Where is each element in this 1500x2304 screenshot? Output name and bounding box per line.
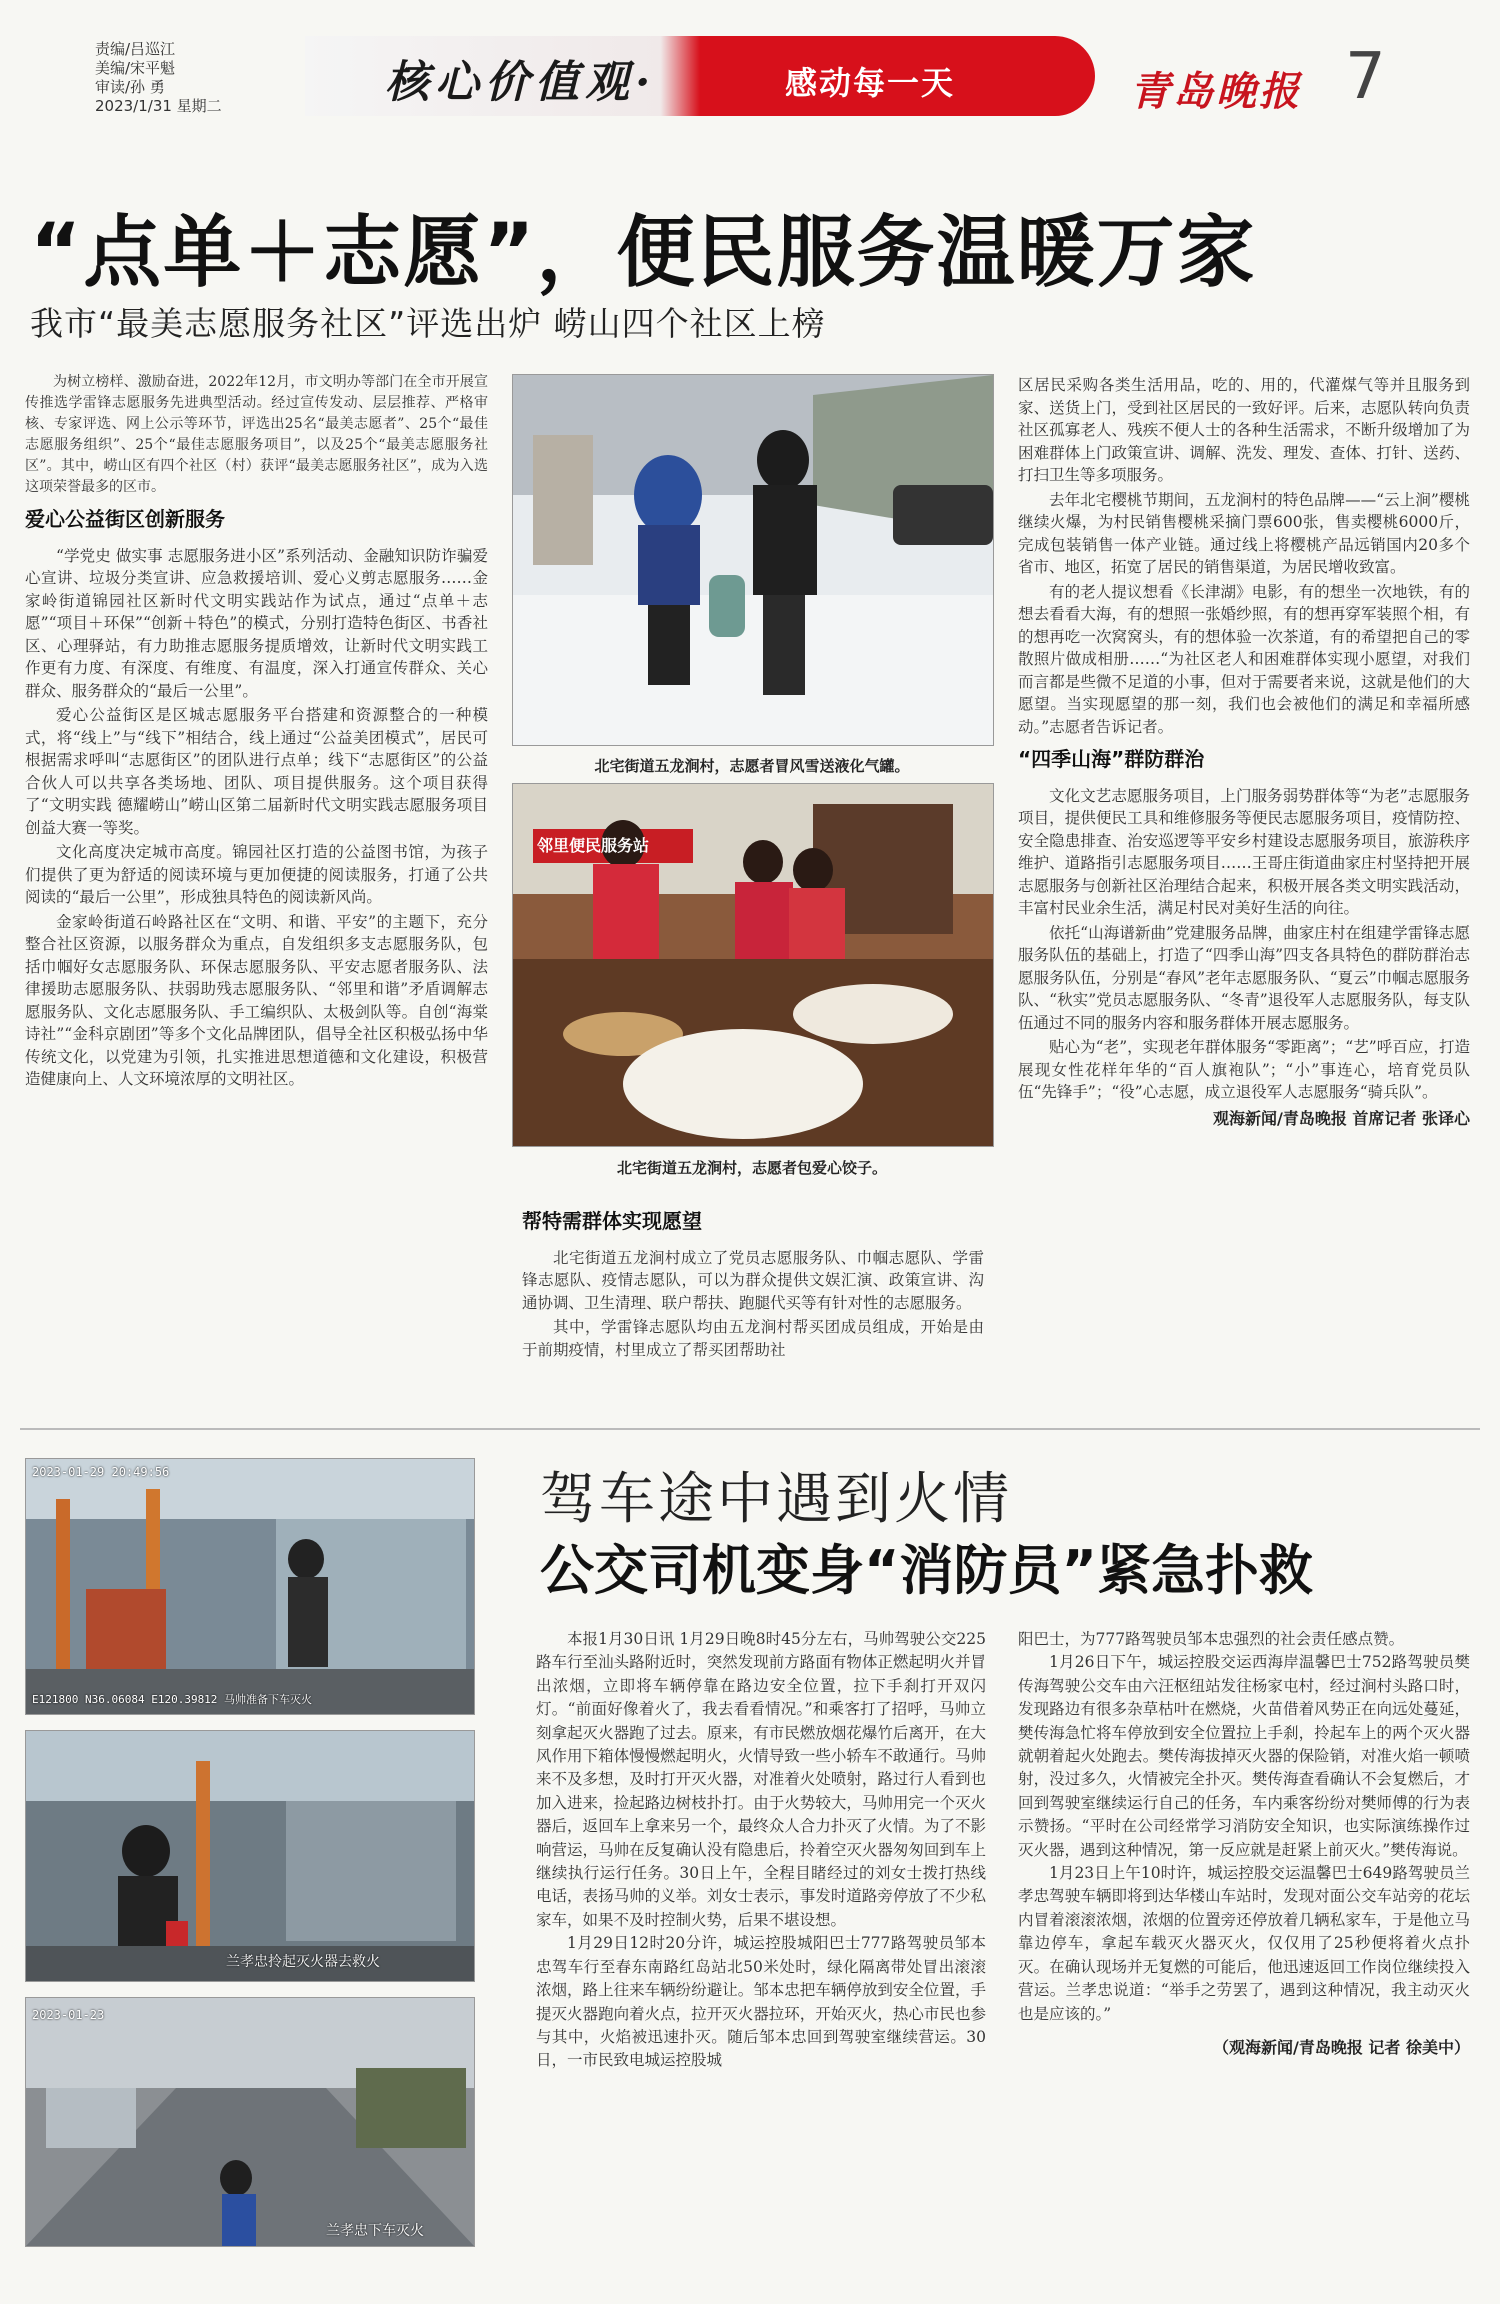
section1-paragraph: 爱心公益街区是区城志愿服务平台搭建和资源整合的一种模式，将“线上”与“线下”相结合，线上通过“公益美团模式”，居民可根据需求呼叫“志愿街区”的团队进行点单；线下“志愿街区”的公益合伙人可以共享各类场地、团队、项目提供服务。这个项目获得了“文明实践 德耀崂山”崂山区第二届新时代文明实践志愿服务项目创益大赛一等奖。 bbox=[25, 706, 488, 837]
bus-interior-illustration-2 bbox=[26, 1731, 474, 1981]
photo2-overlay: 兰孝忠拎起灭火器去救火 bbox=[226, 1954, 380, 1970]
article2-paragraph: 1月26日下午，城运控股交运西海岸温馨巴士752路驾驶员樊传海驾驶公交车由六汪枢纽站发往杨家屯村，经过涧村头路口时，发现路边有很多杂草枯叶在燃烧，火苗借着风势正在向远处蔓延，樊传海急忙将车停放到安全位置拉上手刹，拎起车上的两个灭火器就朝着起火处跑去。樊传海拔掉灭火器的保险销，对准火焰一顿喷射，没过多久，火情被完全扑灭。樊传海查看确认不会复燃后，才回到驾驶室继续运行自己的任务，车内乘客纷纷对樊师傅的行为表示赞扬。“平时在公司经常学习消防安全知识，也实际演练操作过灭火器，遇到这种情况，第一反应就是赶紧上前灭火。”樊传海说。 bbox=[1018, 1653, 1470, 1859]
article1-intro: 为树立榜样、激励奋进，2022年12月，市文明办等部门在全市开展宣传推选学雷锋志愿服务先进典型活动。经过宣传发动、层层推荐、严格审核、专家评选、网上公示等环节，评选出25名“最美志愿者”、25个“最佳志愿服务组织”、25个“最佳志愿服务项目”，以及25个“最美志愿服务社区”。其中，崂山区有四个社区（村）获评“最美志愿服务社区”，成为入选这项荣誉最多的区市。 bbox=[25, 374, 488, 495]
article1-right-column bbox=[1018, 374, 1470, 1130]
section2-paragraph: 其中，学雷锋志愿队均由五龙涧村帮买团成员组成，开始是由于前期疫情，村里成立了帮买团帮助社 bbox=[522, 1318, 984, 1359]
article1-middle-text bbox=[522, 1200, 984, 1363]
road-scene-illustration bbox=[26, 1998, 474, 2246]
section1-paragraph: 金家岭街道石岭路社区在“文明、和谐、平安”的主题下，充分整合社区资源，以服务群众为重点，自发组织多支志愿服务队，包括巾帼好女志愿服务队、环保志愿服务队、平安志愿者服务队、法律援助志愿服务队、扶弱助残志愿服务队、“邻里和谐”矛盾调解志愿服务队、文化志愿服务队、手工编织队、太极剑队等。自创“海棠诗社”“金科京剧团”等多个文化品牌团队，倡导全社区积极弘扬中华传统文化，以党建为引领，扎实推进思想道德和文化建设，积极营造健康向上、人文环境浓厚的文明社区。 bbox=[25, 912, 488, 1088]
photo3-overlay: 兰孝忠下车灭火 bbox=[326, 2223, 424, 2239]
right-paragraph: 区居民采购各类生活用品，吃的、用的，代灌煤气等并且服务到家、送货上门，受到社区居民的一致好评。后来，志愿队转向负责社区孤寡老人、残疾不便人士的各种生活需求，不断升级增加了为困难群体上门政策宣讲、调解、洗发、理发、查体、打针、送药、打扫卫生等多项服务。 bbox=[1018, 376, 1470, 484]
right-paragraph: 有的老人提议想看《长津湖》电影，有的想坐一次地铁，有的想去看看大海，有的想照一张婚纱照，有的想再穿军装照个相，有的想再吃一次窝窝头，有的想体验一次茶道，有的希望把自己的零散照片做成相册……“为社区老人和困难群体实现小愿望，对我们而言都是些微不足道的小事，但对于需要者来说，这就是他们的大愿望。当实现愿望的那一刻，我们也会被他们的满足和幸福所感动。”志愿者告诉记者。 bbox=[1018, 582, 1470, 736]
photo1-overlay: E121800 N36.06084 E120.39812 马帅准备下车灭火 bbox=[32, 1693, 313, 1706]
page-meta bbox=[95, 40, 270, 116]
photo1-caption: 北宅街道五龙涧村，志愿者冒风雪送液化气罐。 bbox=[594, 757, 910, 775]
article2-title-line2: 公交司机变身“消防员”紧急扑救 bbox=[540, 1539, 1313, 1602]
photo1-timestamp: 2023-01-29 20:49:56 bbox=[32, 1465, 170, 1479]
article2-title-line1: 驾车途中遇到火情 bbox=[540, 1467, 1012, 1532]
bus-cctv-photo-1 bbox=[25, 1458, 475, 1715]
banner-right-text: 感动每一天 bbox=[785, 64, 956, 102]
bus-cctv-photo-3 bbox=[25, 1997, 475, 2247]
article1-byline: 观海新闻/青岛晚报 首席记者 张译心 bbox=[1213, 1108, 1470, 1128]
article2-column-2 bbox=[1018, 1628, 1470, 2059]
article-divider bbox=[20, 1428, 1480, 1430]
bus-interior-illustration-1 bbox=[26, 1459, 474, 1714]
page-number: 7 bbox=[1345, 40, 1386, 114]
photo-dumpling-volunteers bbox=[512, 783, 994, 1147]
section-banner bbox=[305, 36, 1095, 116]
article1-subtitle: 我市“最美志愿服务社区”评选出炉 崂山四个社区上榜 bbox=[30, 304, 826, 343]
newspaper-masthead: 青岛晚报 bbox=[1130, 68, 1302, 115]
section1-heading: 爱心公益街区创新服务 bbox=[25, 507, 225, 531]
photo2-caption: 北宅街道五龙涧村，志愿者包爱心饺子。 bbox=[616, 1159, 887, 1177]
photo3-timestamp: 2023-01-23 bbox=[32, 2008, 105, 2022]
photo-snow-gas-delivery bbox=[512, 374, 994, 746]
article2-column-1 bbox=[536, 1628, 986, 2073]
service-station-sign: 邻里便民服务站 bbox=[537, 836, 650, 855]
editor-credit: 责编/吕巡江 bbox=[95, 40, 176, 58]
section3-heading: “四季山海”群防群治 bbox=[1018, 747, 1205, 771]
designer-credit: 美编/宋平魁 bbox=[95, 59, 176, 77]
section1-paragraph: 文化高度决定城市高度。锦园社区打造的公益图书馆，为孩子们提供了更为舒适的阅读环境与更加便捷的阅读服务，打通了公共阅读的“最后一公里”，形成独具特色的阅读新风尚。 bbox=[25, 843, 488, 906]
bus-cctv-photo-2 bbox=[25, 1730, 475, 1982]
section2-heading: 帮特需群体实现愿望 bbox=[522, 1209, 702, 1233]
article2-paragraph: 本报1月30日讯 1月29日晚8时45分左右，马帅驾驶公交225路车行至汕头路附近时，突然发现前方路面有物体正燃起明火并冒出浓烟，立即将车辆停靠在路边安全位置，拉下手刹打开双闪灯。“前面好像着火了，我去看看情况。”和乘客打了招呼，马帅立刻拿起灭火器跑了过去。原来，有市民燃放烟花爆竹后离开，在大风作用下箱体慢慢燃起明火，火情导致一些小轿车不敢通行。马帅来不及多想，及时打开灭火器，对准着火处喷射，路过行人看到也加入进来，捡起路边树枝扑打。由于火势较大，马帅用完一个灭火器后，返回车上拿来另一个，最终众人合力扑灭了火情。为了不影响营运，马帅在反复确认没有隐患后，拎着空灭火器匆匆回到车上继续执行运行任务。30日上午，全程目睹经过的刘女士拨打热线电话，表扬马帅的义举。刘女士表示，事发时道路旁停放了不少私家车，如果不及时控制火势，后果不堪设想。 bbox=[536, 1630, 986, 1929]
article2-paragraph: 1月29日12时20分许，城运控股城阳巴士777路驾驶员邹本忠驾车行至春东南路红岛站北50米处时，绿化隔离带处冒出滚滚浓烟，路上往来车辆纷纷避让。邹本忠把车辆停放到安全位置，手提灭火器跑向着火点，拉开灭火器拉环，开始灭火，热心市民也参与其中，火焰被迅速扑灭。随后邹本忠回到驾驶室继续营运。30日，一市民致电城运控股城 bbox=[536, 1934, 986, 2070]
reviewer-credit: 审读/孙 勇 bbox=[95, 78, 165, 96]
section1-paragraph: “学党史 做实事 志愿服务进小区”系列活动、金融知识防诈骗爱心宣讲、垃圾分类宣讲、应急救援培训、爱心义剪志愿服务……金家岭街道锦园社区新时代文明实践站作为试点，通过“点单＋志愿”“项目＋环保”“创新＋特色”的模式，分别打造特色街区、书香社区、心理驿站，有力助推志愿服务提质增效，让新时代文明实践工作更有力度、有深度、有维度、有温度，深入打通宣传群众、关心群众、服务群众的“最后一公里”。 bbox=[25, 546, 488, 700]
article2-paragraph: 1月23日上午10时许，城运控股交运温馨巴士649路驾驶员兰孝忠驾驶车辆即将到达华楼山车站时，发现对面公交车站旁的花坛内冒着滚滚浓烟，浓烟的位置旁还停放着几辆私家车，于是他立马靠边停车，拿起车载灭火器灭火，仅仅用了25秒便将着火点扑灭。在确认现场并无复燃的可能后，他迅速返回工作岗位继续投入营运。兰孝忠说道：“举手之劳罢了，遇到这种情况，我主动灭火也是应该的。” bbox=[1018, 1864, 1470, 2023]
section3-paragraph: 文化文艺志愿服务项目，上门服务弱势群体等“为老”志愿服务项目，提供便民工具和维修服务等便民志愿服务项目，疫情防控、安全隐患排查、治安巡逻等平安乡村建设志愿服务项目，旅游秩序维护、道路指引志愿服务项目……王哥庄街道曲家庄村坚持把开展志愿服务与创新社区治理结合起来，积极开展各类文明实践活动，丰富村民业余生活，满足村民对美好生活的向往。 bbox=[1018, 786, 1470, 917]
article2-byline: （观海新闻/青岛晚报 记者 徐美中） bbox=[1213, 2037, 1470, 2057]
snow-scene-illustration bbox=[513, 375, 993, 745]
section3-paragraph: 依托“山海谱新曲”党建服务品牌，曲家庄村在组建学雷锋志愿服务队伍的基础上，打造了“四季山海”四支各具特色的群防群治志愿服务队伍，分别是“春风”老年志愿服务队、“夏云”巾帼志愿服务队、“秋实”党员志愿服务队、“冬青”退役军人志愿服务队，每支队伍通过不同的服务内容和服务群体开展志愿服务。 bbox=[1018, 923, 1470, 1032]
right-paragraph: 去年北宅樱桃节期间，五龙涧村的特色品牌——“云上涧”樱桃继续火爆，为村民销售樱桃采摘门票600张，售卖樱桃6000斤，完成包装销售一体产业链。通过线上将樱桃产品远销国内20多个省市、地区，拓宽了居民的销售渠道，为居民增收致富。 bbox=[1018, 490, 1470, 576]
banner-left-text: 核心价值观· bbox=[385, 57, 657, 108]
article2-paragraph: 阳巴士，为777路驾驶员邹本忠强烈的社会责任感点赞。 bbox=[1018, 1630, 1405, 1648]
section2-paragraph: 北宅街道五龙涧村成立了党员志愿服务队、巾帼志愿队、学雷锋志愿队、疫情志愿队，可以为群众提供文娱汇演、政策宣讲、沟通协调、卫生清理、联户帮扶、跑腿代买等有针对性的志愿服务。 bbox=[522, 1248, 984, 1312]
section3-paragraph: 贴心为“老”，实现老年群体服务“零距离”；“艺”呼百应，打造展现女性花样年华的“百人旗袍队”；“小”事连心，培育党员队伍“先锋手”；“役”心志愿，成立退役军人志愿服务“骑兵队”。 bbox=[1018, 1038, 1470, 1101]
article1-left-column bbox=[25, 372, 488, 1093]
article1-title: “点单＋志愿”，便民服务温暖万家 bbox=[30, 208, 1257, 298]
issue-date: 2023/1/31 星期二 bbox=[95, 97, 222, 115]
